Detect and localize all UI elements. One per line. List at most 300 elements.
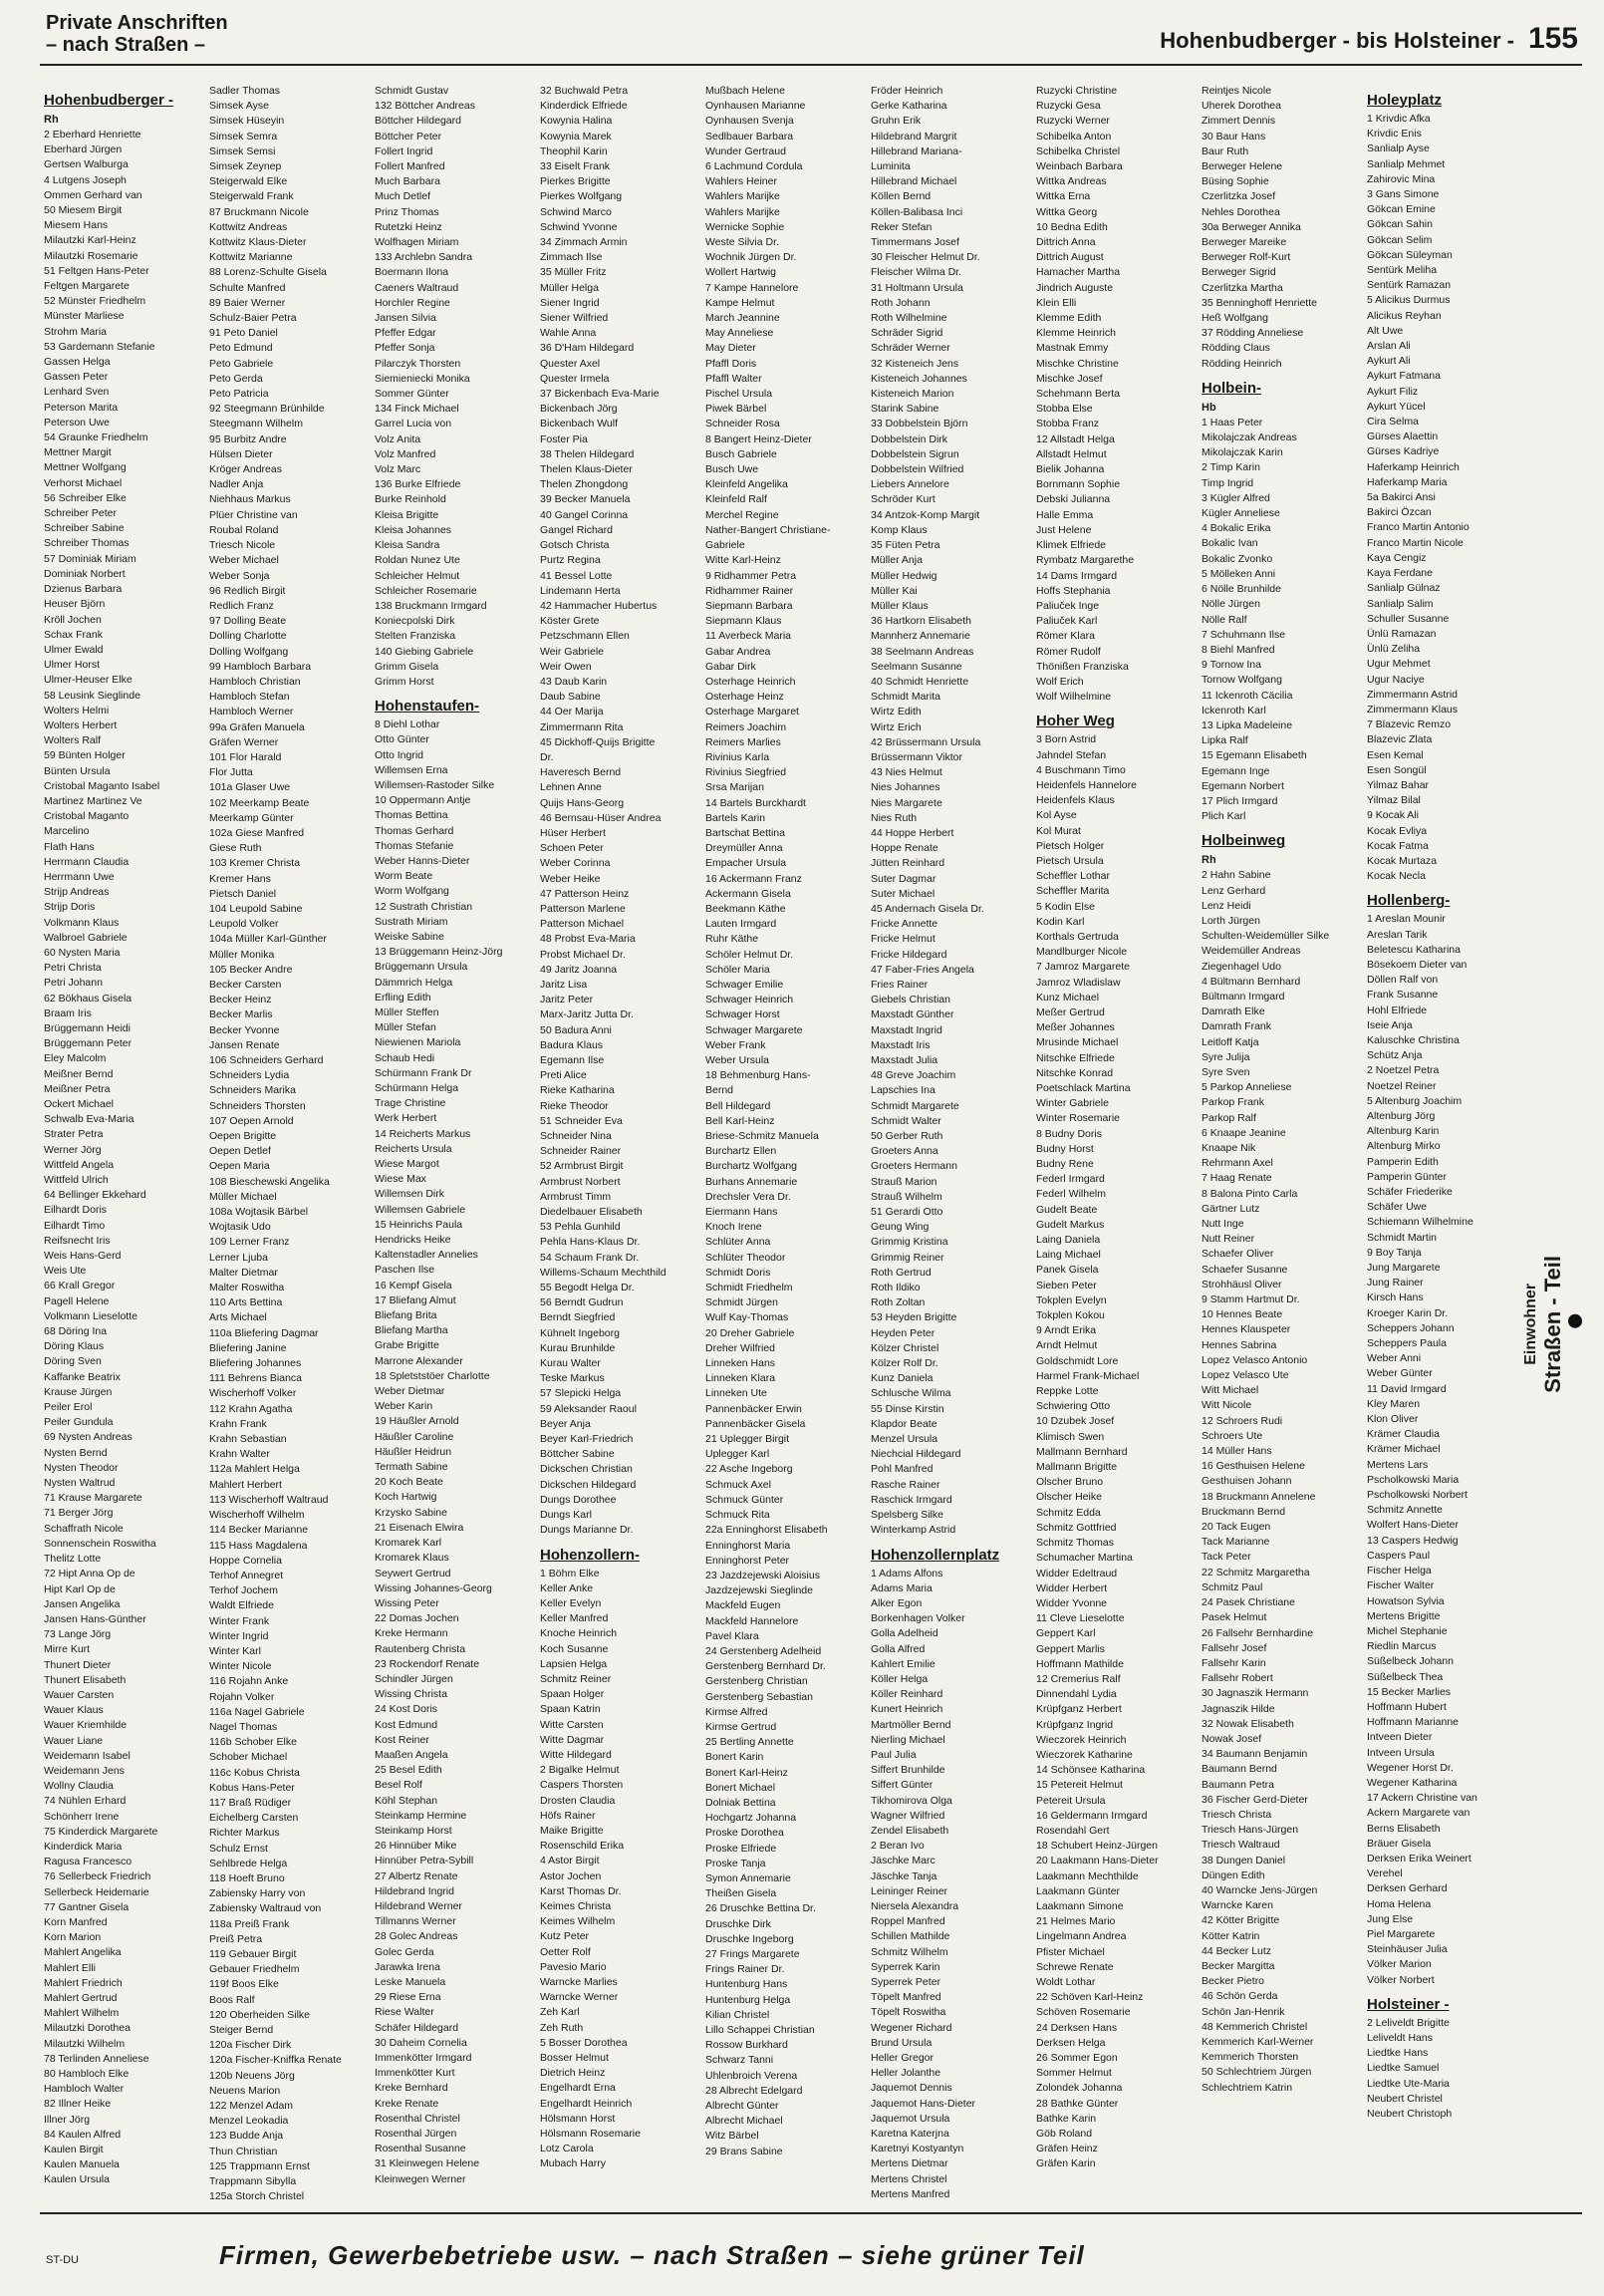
resident-entry: Mettner Wolfgang	[44, 461, 127, 474]
resident-entry: 76 Sellerbeck Friedrich	[44, 1870, 151, 1883]
resident-entry: Triesch Christa	[1202, 1808, 1272, 1821]
resident-entry: Paliuček Inge	[1036, 599, 1100, 612]
resident-entry: Simsek Semra	[209, 130, 278, 143]
resident-entry: Mikolajczak Karin	[1202, 446, 1283, 459]
resident-entry: Witz Bärbel	[705, 2130, 759, 2143]
resident-entry: Drechsler Vera Dr.	[705, 1190, 791, 1203]
resident-entry: 6 Lachmund Cordula	[705, 160, 803, 173]
resident-entry: Schneiders Thorsten	[209, 1099, 306, 1112]
resident-entry: Siffert Brunhilde	[871, 1764, 945, 1777]
resident-entry: Kost Edmund	[375, 1718, 438, 1731]
street-heading: Holbein-	[1202, 379, 1261, 397]
resident-entry: Fricke Annette	[871, 918, 938, 931]
resident-entry: Kaya Cengiz	[1367, 551, 1427, 564]
resident-entry: Thönißen Franziska	[1036, 660, 1129, 673]
resident-entry: Dominiak Norbert	[44, 567, 126, 580]
resident-entry: Kunert Heinrich	[871, 1703, 943, 1716]
resident-entry: Lerner Ljuba	[209, 1251, 268, 1264]
resident-entry: Geppert Karl	[1036, 1627, 1096, 1640]
resident-entry: 116 Rojahn Anke	[209, 1675, 289, 1688]
resident-entry: Kötter Katrin	[1202, 1929, 1260, 1942]
resident-entry: Ugur Naciye	[1367, 673, 1425, 686]
resident-entry: Thun Christian	[209, 2145, 278, 2157]
resident-entry: 56 Schreiber Elke	[44, 491, 127, 504]
resident-entry: Dolling Charlotte	[209, 630, 287, 643]
resident-entry: Proske Dorothea	[705, 1827, 784, 1840]
resident-entry: 22 Schmitz Margaretha	[1202, 1566, 1310, 1578]
resident-entry: 13 Brüggemann Heinz-Jörg	[375, 946, 503, 959]
resident-entry: Waldt Elfriede	[209, 1599, 274, 1612]
resident-entry: Plüer Christine van	[209, 508, 298, 521]
resident-entry: Dreher Wilfried	[705, 1341, 776, 1354]
resident-entry: Theißen Gisela	[705, 1887, 777, 1900]
resident-entry: Debski Julianna	[1036, 493, 1111, 506]
resident-entry: 10 Bedna Edith	[1036, 220, 1108, 233]
resident-entry: Alker Egon	[871, 1596, 923, 1609]
resident-entry: Gräfen Karin	[1036, 2157, 1096, 2170]
resident-entry: Marrone Alexander	[375, 1354, 463, 1367]
resident-entry: Niehhaus Markus	[209, 493, 291, 506]
resident-entry: 108 Bieschewski Angelika	[209, 1175, 330, 1188]
resident-entry: Wojtasik Udo	[209, 1221, 271, 1234]
resident-entry: 73 Lange Jörg	[44, 1628, 112, 1641]
resident-entry: Maxstadt Günther	[871, 1008, 954, 1021]
resident-entry: Döring Sven	[44, 1355, 102, 1368]
resident-entry: Hölsmann Rosemarie	[540, 2128, 641, 2141]
resident-entry: Sieben Peter	[1036, 1279, 1097, 1292]
resident-entry: Neubert Christoph	[1367, 2108, 1453, 2120]
resident-entry: 9 Kocak Ali	[1367, 809, 1419, 822]
resident-entry: Winterkamp Astrid	[871, 1524, 956, 1537]
resident-entry: Liedtke Ute-Maria	[1367, 2077, 1450, 2090]
resident-entry: May Dieter	[705, 342, 756, 355]
resident-entry: Merchel Regine	[705, 508, 779, 521]
resident-entry: Oepen Maria	[209, 1160, 270, 1173]
resident-entry: Sanlialp Salim	[1367, 597, 1434, 610]
resident-entry: Wieczorek Katharine	[1036, 1748, 1133, 1761]
resident-entry: 33 Eiselt Frank	[540, 160, 611, 173]
resident-entry: Baur Ruth	[1202, 144, 1249, 157]
resident-entry: Mastnak Emmy	[1036, 342, 1109, 355]
resident-entry: Lehnen Anne	[540, 781, 602, 794]
resident-entry: Boos Ralf	[209, 1993, 255, 2006]
resident-entry: Wissing Johannes-Georg	[375, 1581, 492, 1594]
resident-entry: 52 Münster Friedhelm	[44, 295, 146, 308]
resident-entry: Pamperin Edith	[1367, 1155, 1439, 1168]
resident-entry: Lopez Velasco Ute	[1202, 1369, 1289, 1382]
resident-entry: Rymbatz Margarethe	[1036, 554, 1135, 567]
resident-entry: Willemsen Dirk	[375, 1188, 445, 1201]
resident-entry: Weber Corinna	[540, 857, 611, 870]
resident-entry: Pfaffl Walter	[705, 372, 762, 385]
resident-entry: Schlüter Anna	[705, 1236, 771, 1249]
resident-entry: Wissing Christa	[375, 1688, 447, 1701]
resident-entry: Grimmig Reiner	[871, 1251, 944, 1264]
resident-entry: Gabriele	[705, 539, 745, 552]
directory-column	[705, 84, 867, 2201]
resident-entry: Just Helene	[1036, 523, 1092, 536]
resident-entry: 95 Burbitz Andre	[209, 432, 287, 445]
resident-entry: Kinderdick Maria	[44, 1840, 123, 1853]
resident-entry: Reimers Marlies	[705, 735, 781, 748]
resident-entry: Dzienus Barbara	[44, 583, 123, 596]
resident-entry: Golla Alfred	[871, 1642, 926, 1655]
resident-entry: Dittrich August	[1036, 251, 1104, 264]
resident-entry: 2 Beran Ivo	[871, 1840, 925, 1853]
resident-entry: Herrmann Uwe	[44, 870, 115, 883]
resident-entry: Lingelmann Andrea	[1036, 1930, 1127, 1943]
resident-entry: Schaefer Susanne	[1202, 1263, 1288, 1276]
resident-entry: Arslan Ali	[1367, 340, 1411, 353]
resident-entry: Ragusa Francesco	[44, 1856, 133, 1868]
resident-entry: 125a Storch Christel	[209, 2190, 305, 2201]
resident-entry: Mackfeld Hannelore	[705, 1614, 799, 1627]
footer-rule	[40, 2212, 1582, 2214]
resident-entry: 15 Egemann Elisabeth	[1202, 749, 1307, 762]
resident-entry: Suter Michael	[871, 887, 936, 900]
resident-entry: Mallmann Bernhard	[1036, 1445, 1128, 1458]
resident-entry: May Anneliese	[705, 327, 774, 340]
resident-entry: Schleicher Rosemarie	[375, 584, 477, 597]
resident-entry: Mertens Dietmar	[871, 2157, 948, 2170]
resident-entry: Burchartz Wolfgang	[705, 1160, 798, 1173]
resident-entry: Krämer Michael	[1367, 1443, 1441, 1456]
side-tab	[1522, 1256, 1584, 1393]
resident-entry: Kölzer Rolf Dr.	[871, 1357, 938, 1370]
resident-entry: Schulz Ernst	[209, 1842, 268, 1855]
resident-entry: 18 Bruckmann Annelene	[1202, 1490, 1316, 1503]
resident-entry: Bültmann Irmgard	[1202, 990, 1285, 1003]
resident-entry: Kocak Fatma	[1367, 839, 1429, 852]
resident-entry: 4 Buschmann Timo	[1036, 763, 1126, 776]
resident-entry: Jaquemot Hans-Dieter	[871, 2097, 976, 2110]
resident-entry: 30 Baur Hans	[1202, 130, 1266, 143]
resident-entry: Poetschlack Martina	[1036, 1082, 1131, 1094]
resident-entry: 35 Füten Petra	[871, 539, 940, 552]
resident-entry: Aykurt Yücel	[1367, 400, 1426, 413]
resident-entry: Eley Malcolm	[44, 1052, 107, 1065]
resident-entry: Verhorst Michael	[44, 476, 123, 489]
resident-entry: Lopez Velasco Antonio	[1202, 1353, 1308, 1366]
resident-entry: Dungs Karl	[540, 1509, 592, 1522]
running-header: Hohenbudberger - bis Holsteiner -	[1160, 28, 1514, 53]
resident-entry: 13 Lipka Madeleine	[1202, 718, 1293, 731]
resident-entry: Heidenfels Hannelore	[1036, 778, 1137, 791]
resident-entry: Thelitz Lotte	[44, 1553, 102, 1566]
resident-entry: 10 Dzubek Josef	[1036, 1415, 1115, 1428]
resident-entry: Intveen Ursula	[1367, 1746, 1435, 1759]
resident-entry: Kremer Hans	[209, 872, 271, 885]
resident-entry: March Jeannine	[705, 312, 780, 325]
resident-entry: Briese-Schmitz Manuela	[705, 1130, 819, 1143]
resident-entry: Knoche Heinrich	[540, 1627, 618, 1640]
resident-entry: Zimmermann Rita	[540, 720, 624, 733]
resident-entry: Krüpfganz Ingrid	[1036, 1718, 1114, 1731]
resident-entry: 32 Buchwald Petra	[540, 85, 629, 97]
resident-entry: Zimmach Ilse	[540, 251, 603, 264]
resident-entry: Maaßen Angela	[375, 1748, 448, 1761]
resident-entry: Eichelberg Carsten	[209, 1812, 299, 1825]
resident-entry: Müller Steffen	[375, 1005, 439, 1018]
resident-entry: Hambloch Christian	[209, 675, 301, 688]
resident-entry: Egemann Ilse	[540, 1054, 605, 1066]
resident-entry: Gökcan Sahin	[1367, 218, 1433, 231]
resident-entry: Wittka Erna	[1036, 190, 1091, 203]
resident-entry: Berweger Mareike	[1202, 236, 1287, 249]
resident-entry: Sellerbeck Heidemarie	[44, 1885, 149, 1898]
resident-entry: Yilmaz Bahar	[1367, 778, 1430, 791]
resident-entry: Becker Margitta	[1202, 1959, 1275, 1972]
resident-entry: Liedtke Hans	[1367, 2047, 1429, 2060]
resident-entry: Triesch Hans-Jürgen	[1202, 1824, 1299, 1837]
resident-entry: 91 Peto Daniel	[209, 327, 278, 340]
resident-entry: Bartels Karin	[705, 811, 766, 824]
resident-entry: Köster Grete	[540, 615, 600, 628]
resident-entry: Brüggemann Peter	[44, 1037, 133, 1050]
resident-entry: 50 Miesem Birgit	[44, 204, 123, 217]
resident-entry: 50 Gerber Ruth	[871, 1130, 943, 1143]
resident-entry: Jäschke Marc	[871, 1855, 936, 1867]
resident-entry: 38 Seelmann Andreas	[871, 645, 974, 658]
resident-entry: Rivinius Karla	[705, 750, 770, 763]
resident-entry: Kowynia Halina	[540, 115, 613, 128]
resident-entry: 51 Gerardi Otto	[871, 1206, 943, 1219]
resident-entry: 28 Golec Andreas	[375, 1930, 458, 1943]
resident-entry: Arts Michael	[209, 1311, 267, 1324]
resident-entry: Jaquemot Ursula	[871, 2112, 950, 2125]
resident-entry: 56 Berndt Gudrun	[540, 1296, 624, 1309]
resident-entry: Ulmer Horst	[44, 659, 101, 672]
resident-entry: Peiler Erol	[44, 1401, 93, 1414]
resident-entry: 11 Averbeck Maria	[705, 630, 791, 643]
resident-entry: Nutt Reiner	[1202, 1233, 1255, 1246]
resident-entry: Steigerwald Elke	[209, 175, 288, 188]
resident-entry: 2 Timp Karin	[1202, 461, 1260, 474]
resident-entry: 75 Kinderdick Margarete	[44, 1825, 158, 1838]
resident-entry: 29 Riese Erna	[375, 1991, 441, 2004]
section-title	[46, 12, 228, 56]
resident-entry: 20 Koch Beate	[375, 1476, 443, 1489]
resident-entry: Schürmann Frank Dr	[375, 1066, 472, 1079]
resident-entry: Kottwitz Andreas	[209, 220, 288, 233]
resident-entry: 11 Cleve Lieselotte	[1036, 1612, 1125, 1625]
resident-entry: Fricke Helmut	[871, 933, 936, 946]
resident-entry: Caspers Paul	[1367, 1549, 1431, 1562]
resident-entry: Witte Carsten	[540, 1718, 604, 1731]
resident-entry: Schibelka Christel	[1036, 144, 1121, 157]
resident-entry: Beekmann Käthe	[705, 902, 786, 915]
resident-entry: 8 Budny Doris	[1036, 1127, 1102, 1140]
resident-entry: Böttcher Hildegard	[375, 115, 461, 128]
resident-entry: Schmitz Thomas	[1036, 1537, 1114, 1550]
resident-entry: Karetnyi Kostyantyn	[871, 2143, 964, 2155]
resident-entry: Schaffrath Nicole	[44, 1522, 124, 1535]
resident-entry: 10 Oppermann Antje	[375, 794, 471, 807]
resident-entry: Maike Brigitte	[540, 1824, 604, 1837]
resident-entry: Rossow Burkhard	[705, 2039, 788, 2052]
resident-entry: Wittfeld Ulrich	[44, 1174, 109, 1187]
resident-entry: 2 Eberhard Henriette	[44, 129, 141, 141]
resident-entry: Wolters Herbert	[44, 718, 118, 731]
resident-entry: Schreiber Peter	[44, 507, 117, 520]
resident-entry: Milautzki Karl-Heinz	[44, 234, 136, 247]
resident-entry: 1 Areslan Mounir	[1367, 913, 1446, 926]
resident-entry: Lenz Heidi	[1202, 899, 1251, 912]
resident-entry: 9 Ridhammer Petra	[705, 569, 797, 582]
resident-entry: 24 Pasek Christiane	[1202, 1596, 1295, 1609]
resident-entry: Linneken Klara	[705, 1372, 776, 1385]
resident-entry: Höfs Rainer	[540, 1809, 596, 1822]
resident-entry: Häußler Heidrun	[375, 1445, 452, 1458]
resident-entry: Bokalic Zvonko	[1202, 552, 1273, 565]
resident-entry: 40 Schmidt Henriette	[871, 675, 969, 688]
resident-entry: Kaffanke Beatrix	[44, 1370, 121, 1383]
resident-entry: 4 Bokalic Erika	[1202, 522, 1271, 535]
resident-entry: Laing Michael	[1036, 1249, 1101, 1262]
resident-entry: Milautzki Rosemarie	[44, 249, 138, 262]
resident-entry: Ruzycki Werner	[1036, 115, 1110, 128]
resident-entry: Weiske Sabine	[375, 930, 444, 943]
resident-entry: Völker Norbert	[1367, 1973, 1435, 1986]
resident-entry: Nather-Bangert Christiane-	[705, 523, 831, 536]
resident-entry: 17 Bliefang Almut	[375, 1293, 456, 1306]
resident-entry: 32 Nowak Elisabeth	[1202, 1717, 1294, 1730]
resident-entry: Schaub Hedi	[375, 1051, 435, 1064]
resident-entry: Bliefering Johannes	[209, 1357, 302, 1370]
resident-entry: Witte Hildegard	[540, 1748, 612, 1761]
street-heading: Hohenzollern-	[540, 1546, 640, 1564]
resident-entry: Böttcher Peter	[375, 130, 442, 143]
resident-entry: Adams Maria	[871, 1581, 933, 1594]
resident-entry: Syre Sven	[1202, 1065, 1250, 1078]
resident-entry: Hinnüber Petra-Sybill	[375, 1855, 474, 1867]
resident-entry: Winter Rosemarie	[1036, 1112, 1121, 1125]
resident-entry: 3 Born Astrid	[1036, 733, 1097, 746]
resident-entry: 17 Ackern Christine van	[1367, 1792, 1477, 1805]
resident-entry: 43 Daub Karin	[540, 675, 608, 688]
resident-entry: Trage Christine	[375, 1097, 446, 1110]
resident-entry: Iseie Anja	[1367, 1018, 1413, 1031]
resident-entry: Häußler Caroline	[375, 1430, 454, 1443]
resident-entry: Peto Gabriele	[209, 357, 274, 370]
resident-entry: 50 Badura Anni	[540, 1023, 612, 1036]
resident-entry: Franco Martin Nicole	[1367, 536, 1464, 549]
resident-entry: Nehles Dorothea	[1202, 205, 1280, 218]
resident-entry: Wahlers Marijke	[705, 205, 780, 218]
resident-entry: Weir Gabriele	[540, 645, 604, 658]
resident-entry: Scheffler Marita	[1036, 885, 1110, 898]
resident-entry: 71 Berger Jörg	[44, 1507, 114, 1520]
resident-entry: Sanlialp Gülnaz	[1367, 582, 1441, 595]
resident-entry: Kost Reiner	[375, 1733, 429, 1746]
resident-entry: Pischel Ursula	[705, 388, 773, 401]
resident-entry: 31 Holtmann Ursula	[871, 281, 963, 294]
resident-entry: Beyer Anja	[540, 1417, 591, 1430]
resident-entry: 2 Bigalke Helmut	[540, 1764, 620, 1777]
resident-entry: Astor Jochen	[540, 1869, 602, 1882]
resident-entry: 23 Rockendorf Renate	[375, 1657, 480, 1670]
resident-entry: Weinbach Barbara	[1036, 160, 1123, 173]
resident-entry: Schön Jan-Henrik	[1202, 2005, 1285, 2018]
resident-entry: Pagell Helene	[44, 1294, 110, 1307]
resident-entry: Syre Julija	[1202, 1050, 1250, 1063]
resident-entry: Schmidt Friedhelm	[705, 1282, 793, 1294]
resident-entry: Federl Irmgard	[1036, 1173, 1105, 1186]
resident-entry: Patterson Marlene	[540, 902, 626, 915]
resident-entry: 15 Becker Marlies	[1367, 1685, 1452, 1698]
resident-entry: 140 Giebing Gabriele	[375, 645, 474, 658]
resident-entry: Pfaffl Doris	[705, 357, 757, 370]
resident-entry: Proske Elfriede	[705, 1842, 777, 1855]
resident-entry: Schmidt Martin	[1367, 1231, 1438, 1244]
resident-entry: Mettner Margit	[44, 446, 112, 459]
resident-entry: Pannenbäcker Gisela	[705, 1417, 806, 1430]
resident-entry: Ruhr Käthe	[705, 933, 759, 946]
resident-entry: Ugur Mehmet	[1367, 658, 1431, 671]
resident-entry: Gassen Helga	[44, 356, 111, 369]
resident-entry: Purtz Regina	[540, 554, 601, 567]
resident-entry: 1 Haas Peter	[1202, 416, 1263, 429]
resident-entry: Kisteneich Marion	[871, 388, 954, 401]
resident-entry: 38 Thelen Hildegard	[540, 447, 635, 460]
resident-entry: 2 Hahn Sabine	[1202, 869, 1271, 882]
resident-entry: Kol Ayse	[1036, 809, 1077, 822]
resident-entry: Proske Tanja	[705, 1857, 766, 1869]
resident-entry: Heyden Peter	[871, 1326, 936, 1339]
resident-entry: Nölle Jürgen	[1202, 598, 1260, 611]
resident-entry: Nies Ruth	[871, 811, 918, 824]
district-code: Hb	[1202, 401, 1216, 414]
resident-entry: Simsek Ayse	[209, 100, 269, 113]
resident-entry: Mertens Christel	[871, 2172, 947, 2185]
resident-entry: Hambloch Stefan	[209, 691, 290, 704]
resident-entry: Noetzel Reiner	[1367, 1079, 1437, 1092]
resident-entry: 119 Gebauer Birgit	[209, 1947, 297, 1960]
resident-entry: 37 Bickenbach Eva-Marie	[540, 388, 660, 401]
resident-entry: Syperrek Karin	[871, 1960, 940, 1973]
resident-entry: Drosten Claudia	[540, 1794, 616, 1807]
resident-entry: 1 Böhm Elke	[540, 1567, 600, 1579]
resident-entry: Teske Markus	[540, 1372, 605, 1385]
resident-entry: Schäfer Uwe	[1367, 1201, 1428, 1214]
resident-entry: Brund Ursula	[871, 2036, 933, 2049]
resident-entry: Feltgen Margarete	[44, 280, 130, 293]
resident-entry: Mahlert Herbert	[209, 1478, 282, 1491]
resident-entry: Keller Anke	[540, 1581, 594, 1594]
resident-entry: 34 Zimmach Armin	[540, 236, 628, 249]
resident-entry: Wolf Wilhelmine	[1036, 691, 1112, 704]
resident-entry: 82 Illner Heike	[44, 2098, 112, 2111]
resident-entry: Büsing Sophie	[1202, 175, 1269, 188]
resident-entry: Gökcan Selim	[1367, 233, 1433, 246]
resident-entry: Parkop Frank	[1202, 1096, 1265, 1109]
resident-entry: Dr.	[540, 750, 554, 763]
resident-entry: Gökcan Süleyman	[1367, 248, 1453, 261]
directory-column	[44, 84, 205, 2201]
resident-entry: Göb Roland	[1036, 2128, 1093, 2141]
resident-entry: Wauer Liane	[44, 1734, 104, 1747]
resident-entry: 5 Bosser Dorothea	[540, 2036, 628, 2049]
resident-entry: Pfeffer Sonja	[375, 342, 435, 355]
resident-entry: Lapschies Ina	[871, 1084, 936, 1097]
resident-entry: Egemann Inge	[1202, 764, 1270, 777]
resident-entry: Koch Hartwig	[375, 1491, 437, 1504]
resident-entry: 55 Dinse Kirstin	[871, 1402, 944, 1415]
resident-entry: Knoch Irene	[705, 1221, 762, 1234]
resident-entry: 28 Albrecht Edelgard	[705, 2084, 803, 2097]
resident-entry: 74 Nühlen Erhard	[44, 1795, 127, 1808]
resident-entry: Rosenthal Susanne	[375, 2143, 466, 2155]
